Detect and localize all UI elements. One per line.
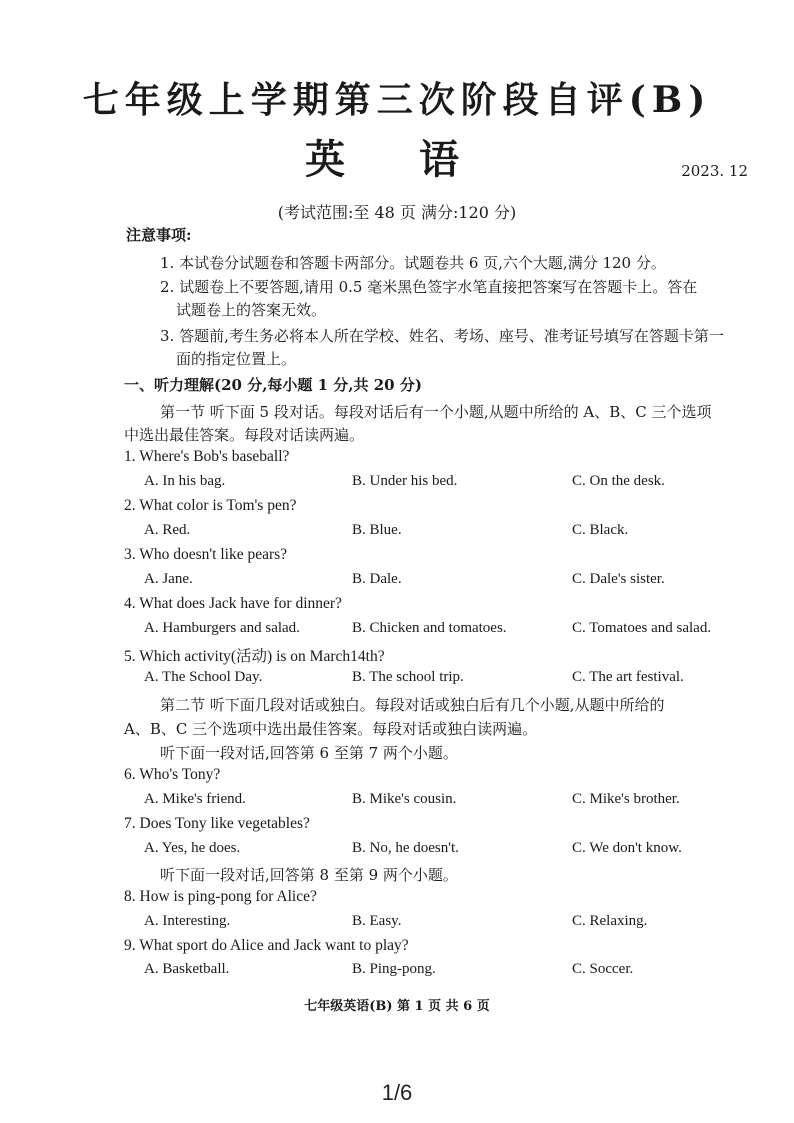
exam-date: 2023. 12 [681, 162, 748, 180]
notice-heading: 注意事项: [126, 226, 192, 244]
subject-title: 英 语 [305, 136, 489, 183]
question-text: 3. Who doesn't like pears? [124, 546, 288, 563]
question-text: 5. Which activity(活动) is on March14th? [124, 648, 385, 665]
option-c: C. On the desk. [572, 473, 665, 489]
exam-range: (考试范围:至 48 页 满分:120 分) [277, 203, 517, 222]
option-a: A. Basketball. [144, 961, 230, 977]
option-a: A. Red. [144, 522, 191, 538]
option-c: C. Mike's brother. [572, 791, 680, 807]
option-b: B. Under his bed. [352, 473, 458, 489]
option-a: A. Yes, he does. [144, 840, 241, 856]
option-b: B. Ping-pong. [352, 961, 436, 977]
option-a: A. Interesting. [144, 913, 231, 929]
notice-item: 1. 本试卷分试题卷和答题卡两部分。试题卷共 6 页,六个大题,满分 120 分。 [160, 254, 666, 272]
option-b: B. Blue. [352, 522, 402, 538]
question-text: 4. What does Jack have for dinner? [124, 595, 342, 612]
page-indicator: 1/6 [381, 1080, 413, 1105]
option-b: B. Chicken and tomatoes. [352, 620, 507, 636]
notice-item: 2. 试题卷上不要答题,请用 0.5 毫米黑色签字水笔直接把答案写在答题卡上。答在 [160, 278, 698, 296]
option-c: C. Soccer. [572, 961, 634, 977]
option-c: C. Black. [572, 522, 629, 538]
question-text: 6. Who's Tony? [124, 766, 221, 783]
question-text: 7. Does Tony like vegetables? [124, 815, 310, 832]
option-c: C. Tomatoes and salad. [572, 620, 712, 636]
question-text: 2. What color is Tom's pen? [124, 497, 297, 514]
option-b: B. No, he doesn't. [352, 840, 459, 856]
option-c: C. Dale's sister. [572, 571, 665, 587]
question-text: 1. Where's Bob's baseball? [124, 448, 290, 465]
option-a: A. Hamburgers and salad. [144, 620, 300, 636]
option-a: A. The School Day. [144, 669, 263, 685]
option-b: B. Dale. [352, 571, 402, 587]
question-text: 8. How is ping-pong for Alice? [124, 888, 317, 905]
part2-instruction: A、B、C 三个选项中选出最佳答案。每段对话或独白读两遍。 [124, 720, 538, 738]
option-a: A. Mike's friend. [144, 791, 246, 807]
notice-item: 3. 答题前,考生务必将本人所在学校、姓名、考场、座号、准考证号填写在答题卡第一 [160, 327, 724, 345]
part1-instruction: 中选出最佳答案。每段对话读两遍。 [124, 426, 365, 444]
section-heading: 一、听力理解(20 分,每小题 1 分,共 20 分) [124, 376, 422, 394]
dialogue-intro: 听下面一段对话,回答第 6 至第 7 两个小题。 [160, 744, 458, 762]
option-b: B. Easy. [352, 913, 402, 929]
option-c: C. The art festival. [572, 669, 684, 685]
notice-item: 试题卷上的答案无效。 [176, 301, 327, 319]
part2-instruction: 第二节 听下面几段对话或独白。每段对话或独白后有几个小题,从题中所给的 [160, 696, 665, 714]
option-a: A. Jane. [144, 571, 193, 587]
option-b: B. Mike's cousin. [352, 791, 457, 807]
exam-title: 七年级上学期第三次阶段自评(B) [82, 79, 712, 121]
part1-instruction: 第一节 听下面 5 段对话。每段对话后有一个小题,从题中所给的 A、B、C 三个选项 [160, 403, 712, 421]
option-c: C. Relaxing. [572, 913, 648, 929]
option-a: A. In his bag. [144, 473, 226, 489]
option-b: B. The school trip. [352, 669, 464, 685]
option-c: C. We don't know. [572, 840, 682, 856]
notice-item: 面的指定位置上。 [176, 350, 297, 368]
question-text: 9. What sport do Alice and Jack want to play? [124, 937, 409, 954]
page-footer: 七年级英语(B) 第 1 页 共 6 页 [304, 999, 490, 1014]
dialogue-intro: 听下面一段对话,回答第 8 至第 9 两个小题。 [160, 866, 458, 884]
